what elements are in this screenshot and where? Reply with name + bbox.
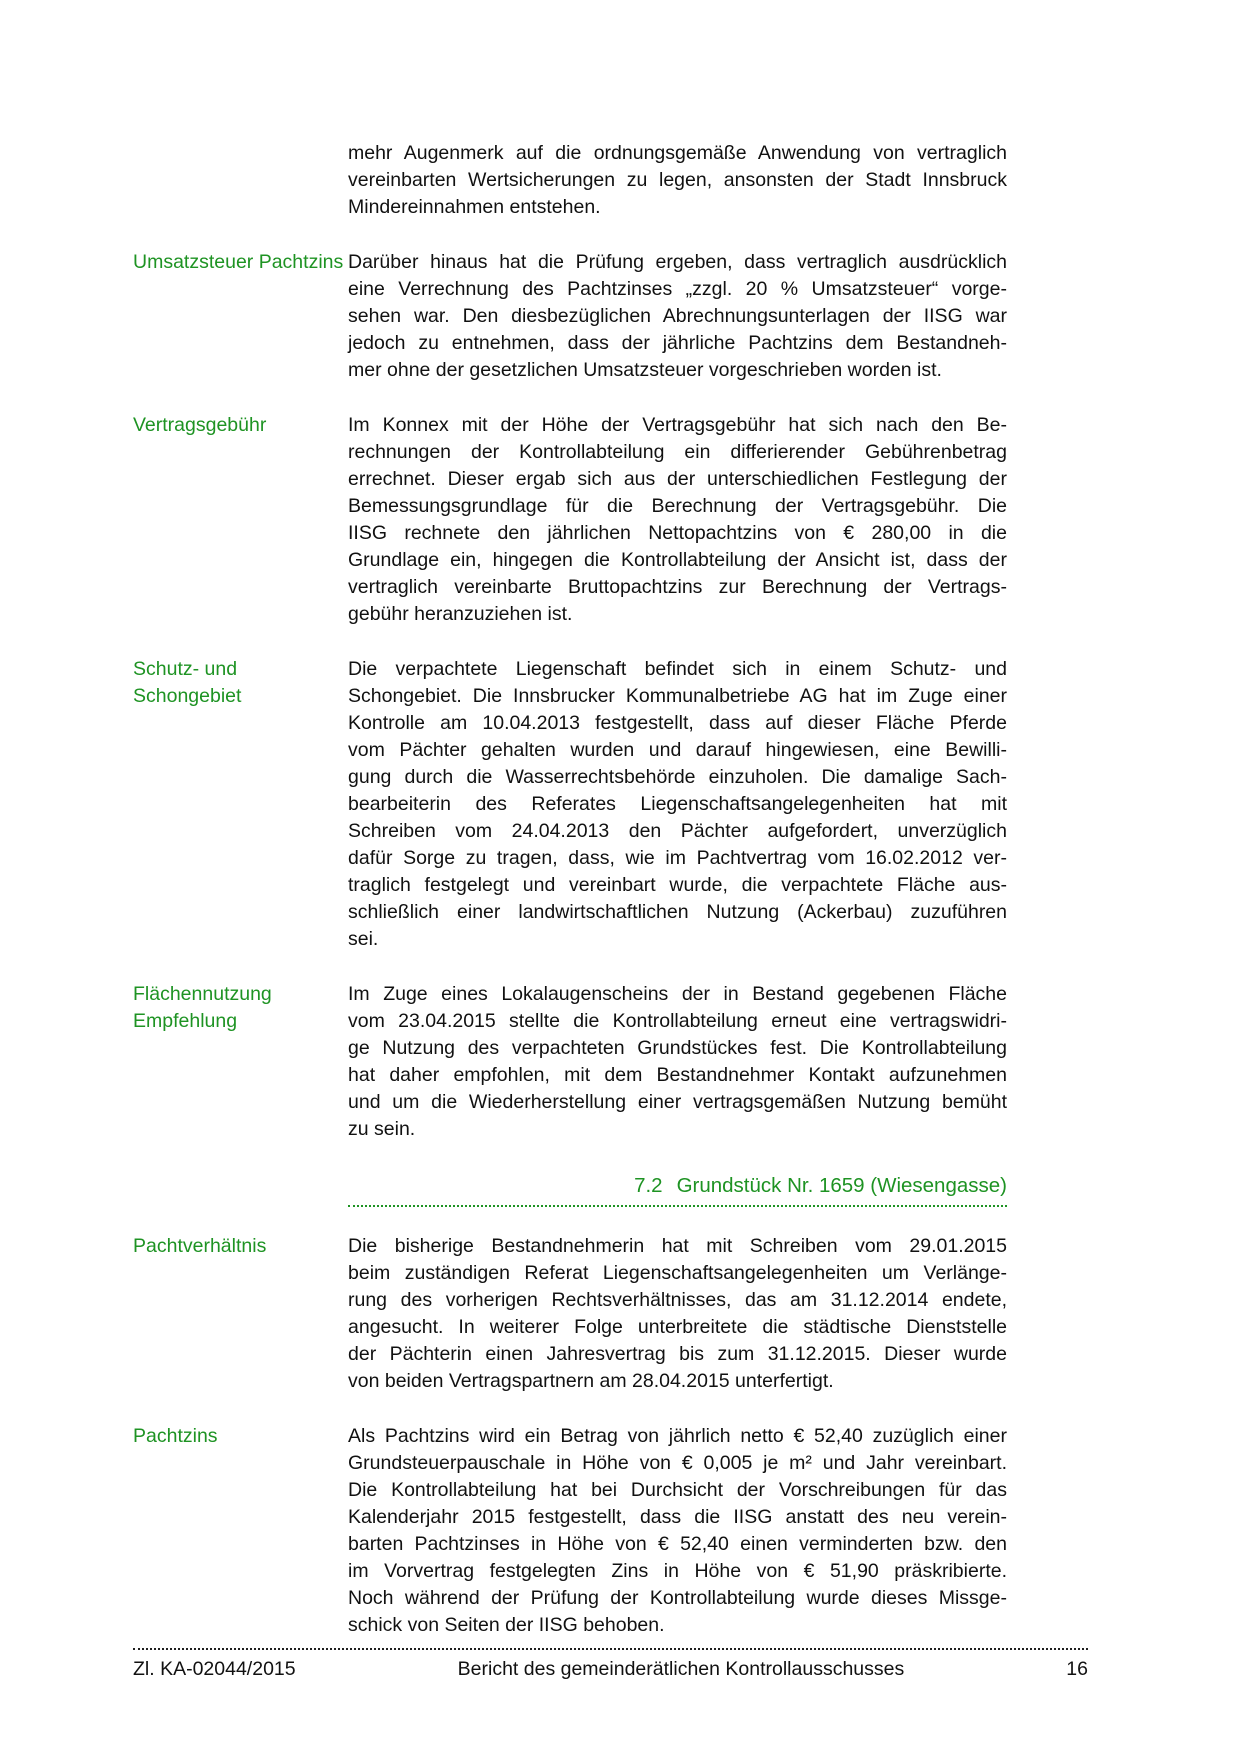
section-number: 7.2 [634,1174,663,1197]
paragraph-text: Als Pachtzins wird ein Betrag von jährlich netto € 52,40 zuzüglich einer Grundsteuerpauschale in Höhe von € 0,005 je m² und Jahr vereinbart. Die Kontrollabteilung hat bei Durchsicht der Vorschreibungen für das Kalenderjahr 2015 festgestellt, dass die IISG anstatt des neu verein- barten Pachtzinses in Höhe von € 52,40 einen verminderten bzw. den im Vorvertrag festgelegten Zins in Höhe von € 51,90 präskribierte. Noch während der Prüfung der Kontrollabteilung wurde dieses Missge- schick von Seiten der IISG behoben. [348,1425,1007,1636]
margin-label: Pachtverhältnis [133,1235,267,1257]
paragraph-row-pachtverhaeltnis [133,1233,1007,1395]
page-footer [133,1648,1088,1681]
paragraph-text: mehr Augenmerk auf die ordnungsgemäße Anwendung von vertraglich vereinbarten Wertsicherungen zu legen, ansonsten der Stadt Innsbruck Mindereinnahmen entstehen. [348,142,1007,218]
paragraph-row-schutz-schongebiet [133,656,1007,953]
margin-label: Pachtzins [133,1425,218,1447]
paragraph-row-pachtzins [133,1423,1007,1639]
heading-spacer [133,1171,348,1207]
paragraph-text: Die bisherige Bestandnehmerin hat mit Schreiben vom 29.01.2015 beim zuständigen Referat Liegenschaftsangelegenheiten um Verlänge- rung des vorherigen Rechtsverhältnisses, das am 31.12.2014 endete, angesucht. In weiterer Folge unterbreitete die städtische Dienststelle der Pächterin einen Jahresvertrag bis zum 31.12.2015. Dieser wurde von beiden Vertragspartnern am 28.04.2015 unterfertigt. [348,1235,1007,1392]
section-heading [348,1171,1007,1207]
paragraph-text: Im Konnex mit der Höhe der Vertragsgebühr hat sich nach den Be- rechnungen der Kontrollabteilung ein differierender Gebührenbetrag errechnet. Dieser ergab sich aus der unterschiedlichen Festlegung der Bemessungsgrundlage für die Berechnung der Vertragsgebühr. Die IISG rechnete den jährlichen Nettopachtzins von € 280,00 in die Grundlage ein, hingegen die Kontrollabteilung der Ansicht ist, dass der vertraglich vereinbarte Bruttopachtzins zur Berechnung der Vertrags- gebühr heranzuziehen ist. [348,414,1007,625]
margin-label: Umsatzsteuer Pachtzins [133,251,344,273]
paragraph-row-vertragsgebuehr [133,412,1007,628]
paragraph-row-umsatzsteuer-pachtzins [133,249,1007,384]
paragraph-text: Im Zuge eines Lokalaugenscheins der in Bestand gegebenen Fläche vom 23.04.2015 stellte die Kontrollabteilung erneut eine vertragswidri- ge Nutzung des verpachteten Grundstückes fest. Die Kontrollabteilung hat daher empfohlen, mit dem Bestandnehmer Kontakt aufzunehmen und um die Wiederherstellung einer vertragsgemäßen Nutzung bemüht zu sein. [348,983,1007,1140]
footer-report-title: Bericht des gemeinderätlichen Kontrollausschusses [457,1658,905,1680]
paragraph-row-flaechennutzung-empfehlung [133,981,1007,1143]
section-heading-row [133,1171,1007,1207]
margin-label: Flächennutzung Empfehlung [133,983,272,1032]
paragraph-text: Darüber hinaus hat die Prüfung ergeben, dass vertraglich ausdrücklich eine Verrechnung des Pachtzinses „zzgl. 20 % Umsatzsteuer“ vorge- sehen war. Den diesbezüglichen Abrechnungsunterlagen der IISG war jedoch zu entnehmen, dass der jährliche Pachtzins dem Bestandneh- mer ohne der gesetzlichen Umsatzsteuer vorgeschrieben worden ist. [348,251,1007,381]
margin-label: Schutz- und Schongebiet [133,658,242,707]
paragraph-text: Die verpachtete Liegenschaft befindet sich in einem Schutz- und Schongebiet. Die Innsbrucker Kommunalbetriebe AG hat im Zuge einer Kontrolle am 10.04.2013 festgestellt, dass auf dieser Fläche Pferde vom Pächter gehalten wurden und darauf hingewiesen, eine Bewilli- gung durch die Wasserrechtsbehörde einzuholen. Die damalige Sach- bearbeiterin des Referates Liegenschaftsangelegenheiten hat mit Schreiben vom 24.04.2013 den Pächter aufgefordert, unverzüglich dafür Sorge zu tragen, dass, wie im Pachtvertrag vom 16.02.2012 ver- traglich festgelegt und vereinbart wurde, die verpachtete Fläche aus- schließlich einer landwirtschaftlichen Nutzung (Ackerbau) zuzuführen sei. [348,658,1007,950]
footer-reference: Zl. KA-02044/2015 [133,1658,296,1680]
paragraph-row-intro [133,140,1007,221]
footer-page-number: 16 [1066,1658,1088,1680]
margin-label: Vertragsgebühr [133,414,267,436]
page-content [133,140,1007,1667]
section-title: Grundstück Nr. 1659 (Wiesengasse) [676,1174,1007,1197]
